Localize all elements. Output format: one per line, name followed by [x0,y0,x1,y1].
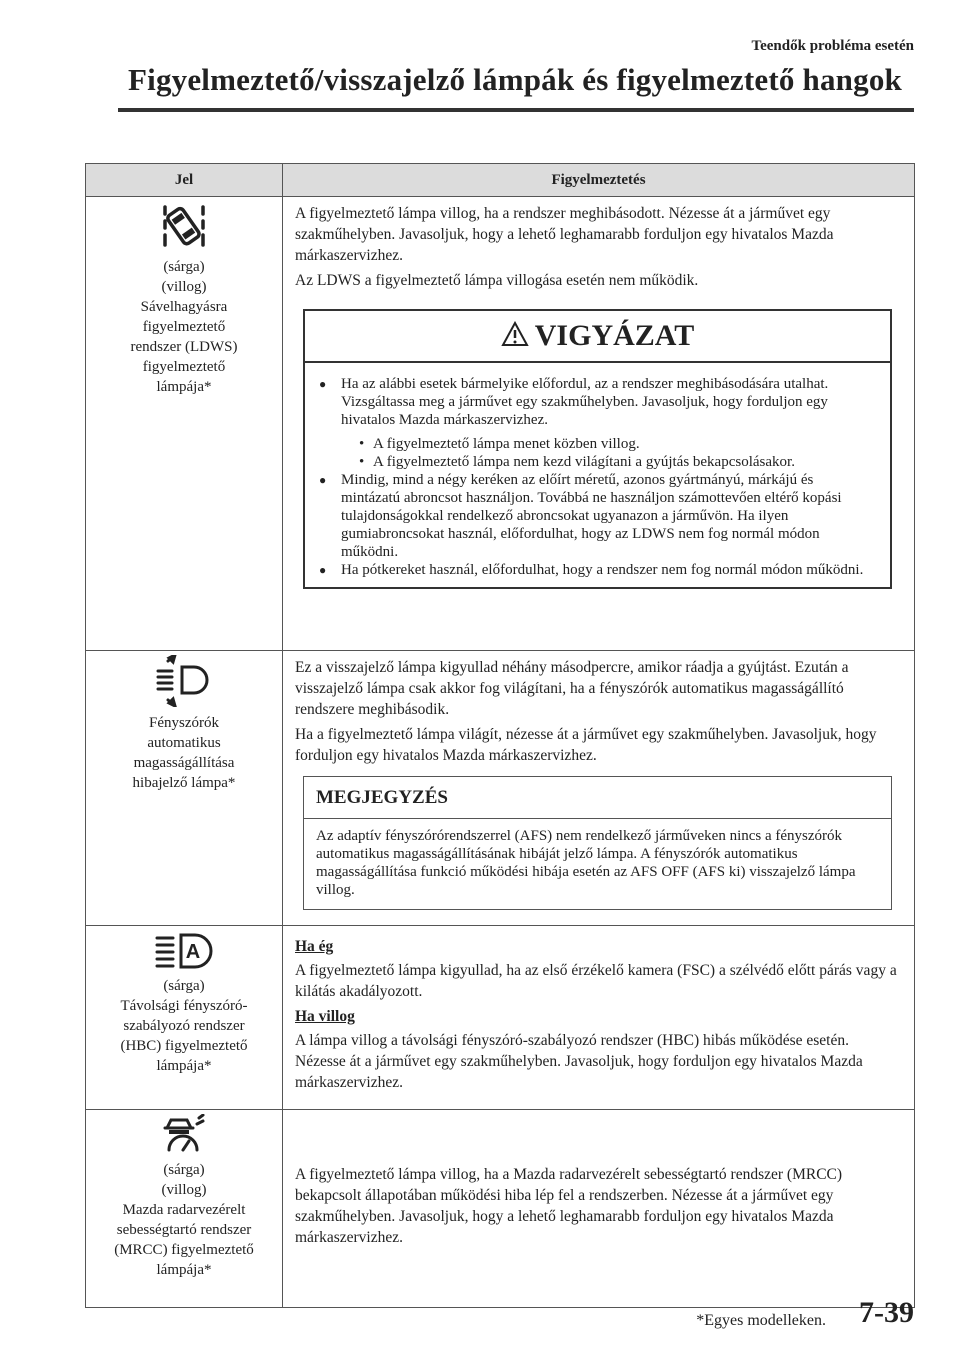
paragraph: Az LDWS a figyelmeztető lámpa villogása esetén nem működik. [295,272,699,289]
radar-cruise-control-warning-icon [159,1114,209,1154]
caption-line: sebességtartó rendszer [116,1222,252,1238]
bullet-text: Ha pótkereket használ, előfordulhat, hogy a rendszer nem fog normál módon működni. [341,562,864,578]
caption-line: lámpája* [156,1058,212,1074]
table-row [86,926,915,1110]
symbol-cell [86,1110,283,1308]
bullet-icon: ● [319,473,327,487]
bullet-item [319,375,876,429]
paragraph: A lámpa villog a távolsági fényszóró-szabályozó rendszer (HBC) hibás működése esetén. Nézesse át a járművet egy szakműhelyben. Javasoljuk, hogy forduljon egy hivatalos Mazda márkaszervizhez. [295,1032,863,1091]
caption-line: hibajelző lámpa* [132,775,236,791]
svg-text:A: A [185,941,201,963]
bullet-item [319,561,876,579]
caption-line: automatikus [147,735,221,751]
warning-cell [283,651,915,926]
caption-line: rendszer (LDWS) [130,339,238,355]
subheading: Ha ég [295,938,334,955]
caution-body [305,363,890,587]
warning-lamp-table [85,163,915,1308]
warning-cell [283,197,915,651]
caption-line: Mazda radarvezérelt [122,1202,246,1218]
symbol-cell [86,197,283,651]
bullet-text: Mindig, mind a négy keréken az előírt méretű, azonos gyártmányú, márkájú és mintázatú abroncsot használjon. Továbbá ne használjon számottevően eltérő kopási tulajdonságokkal rendelkező abroncsokat ugyanazon a járművön. Ha ilyen gumiabroncsokat használ, előfordulhat, hogy az LDWS nem fog normál módon működni. [341,472,842,560]
caption-line: magasságállítása [133,755,235,771]
sub-bullet-item [319,435,876,453]
caption-line: (HBC) figyelmeztető [120,1038,248,1054]
title-rule [118,108,914,112]
caption-line: Távolsági fényszóró- [120,998,248,1014]
table-header-row [86,164,915,197]
caption-line: figyelmeztető [142,359,226,375]
col-warning-header: Figyelmeztetés [283,164,915,197]
caution-box [303,309,892,589]
caption-line: (villog) [161,279,207,295]
caption-line: (sárga) [163,1162,205,1178]
headlight-leveling-warning-icon [154,655,214,707]
symbol-caption [90,1160,278,1280]
table-row [86,197,915,651]
paragraph: Ha a figyelmeztető lámpa világít, nézesse át a járművet egy szakműhelyben. Javasoljuk, hogy forduljon egy hivatalos Mazda márkaszervizhez. [295,726,877,764]
caption-line: szabályozó rendszer [123,1018,245,1034]
high-beam-control-warning-icon [153,930,215,970]
caution-title: VIGYÁZAT [534,319,695,352]
warning-cell [283,1110,915,1308]
bullet-text: A figyelmeztető lámpa menet közben villog. [373,436,640,452]
footnote: *Egyes modelleken. [696,1312,826,1329]
caption-line: Fényszórók [149,715,219,731]
subheading: Ha villog [295,1008,355,1025]
bullet-icon: ● [319,377,327,391]
caption-line: Sávelhagyásra [140,299,228,315]
symbol-cell [86,926,283,1110]
paragraph: A figyelmeztető lámpa villog, ha a rendszer meghibásodott. Nézesse át a járművet egy szakműhelyben. Javasoljuk, hogy a lehető leghamarabb forduljon egy hivatalos Mazda márkaszervizhez. [295,205,834,264]
table-row [86,651,915,926]
bullet-item [319,471,876,561]
bullet-icon: ● [319,563,327,577]
caption-line: (sárga) [163,259,205,275]
symbol-caption [90,257,278,397]
caption-line: (MRCC) figyelmeztető [114,1242,254,1258]
caution-header [305,311,890,363]
sub-bullet-item [319,453,876,471]
table-row [86,1110,915,1308]
warning-cell [283,926,915,1110]
page-title: Figyelmeztető/visszajelző lámpák és figyelmeztető hangok [128,62,902,97]
note-text: Az adaptív fényszórórendszerrel (AFS) nem rendelkező járműveken nincs a fényszórók automatikus magasságállításának hibáját jelző lámpa. A fényszórók automatikus magasságállítása funkció működési hibája esetén az AFS OFF (AFS ki) visszajelző lámpa villog. [316,828,856,898]
bullet-text: A figyelmeztető lámpa nem kezd világítani a gyújtás bekapcsolásakor. [373,454,795,470]
bullet-icon: • [359,454,365,470]
caption-line: (villog) [161,1182,207,1198]
note-title: MEGJEGYZÉS [304,777,891,819]
caption-line: lámpája* [156,379,212,395]
paragraph: Ez a visszajelző lámpa kigyullad néhány másodpercre, amikor ráadja a gyújtást. Ezután a visszajelző lámpa csak akkor fog világítani, ha a fényszórók automatikus magasságállító rendszere meghibásodik. [295,659,849,718]
page-number: 7-39 [859,1296,914,1329]
lane-departure-warning-icon [161,201,207,251]
caption-line: lámpája* [156,1262,212,1278]
caption-line: (sárga) [163,978,205,994]
col-symbol-header: Jel [86,164,283,197]
symbol-cell [86,651,283,926]
section-label: Teendők probléma esetén [751,38,914,54]
paragraph: A figyelmeztető lámpa villog, ha a Mazda radarvezérelt sebességtartó rendszer (MRCC) bekapcsolt állapotában működési hiba lép fel a rendszerben. Nézesse át a járművet egy szakműhelyben. Javasoljuk, hogy a lehető leghamarabb forduljon egy hivatalos Mazda márkaszervizhez. [295,1165,843,1246]
warning-triangle-icon [501,321,529,347]
caption-line: figyelmeztető [142,319,226,335]
paragraph: A figyelmeztető lámpa kigyullad, ha az első érzékelő kamera (FSC) a szélvédő előtt párás vagy a kilátás akadályozott. [295,962,897,1000]
bullet-text: Ha az alábbi esetek bármelyike előfordul, az a rendszer meghibásodására utalhat. Vizsgáltassa meg a járművet egy szakműhelyben. Javasoljuk, hogy forduljon egy hivatalos Mazda márkaszervizhez. [341,376,829,428]
bullet-icon: • [359,436,365,452]
symbol-caption [90,713,278,793]
note-box [303,776,892,910]
symbol-caption [90,976,278,1076]
